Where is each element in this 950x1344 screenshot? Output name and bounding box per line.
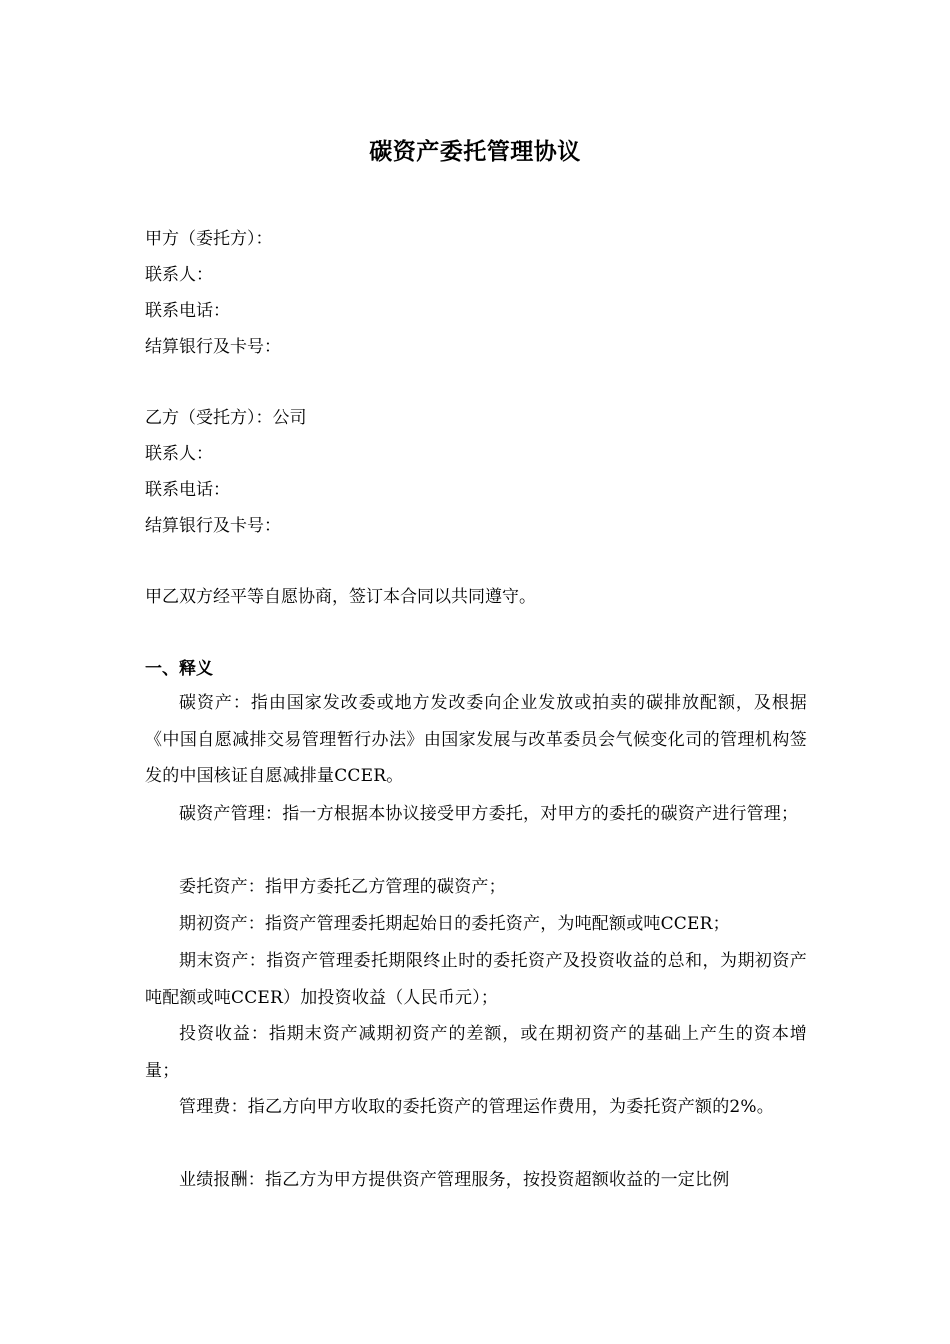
definition-performance-fee: 业绩报酬：指乙方为甲方提供资产管理服务，按投资超额收益的一定比例 [179, 1170, 730, 1190]
party-b-bank: 结算银行及卡号： [145, 516, 281, 536]
definition-investment-income: 投资收益：指期末资产减期初资产的差额，或在期初资产的基础上产生的资本增量； [145, 1024, 807, 1081]
definition-entrusted-asset: 委托资产：指甲方委托乙方管理的碳资产； [179, 877, 506, 897]
party-b-label: 乙方（受托方）：公司 [145, 408, 307, 428]
definition-carbon-asset: 碳资产：指由国家发改委或地方发改委向企业发放或拍卖的碳排放配额，及根据《中国自愿减排交易管理暂行办法》由国家发展与改革委员会气候变化司的管理机构签发的中国核证自愿减排量CCER。 [145, 693, 807, 786]
section-heading: 一、释义 [145, 659, 213, 679]
party-a-bank: 结算银行及卡号： [145, 337, 281, 357]
party-b-phone: 联系电话： [145, 480, 230, 500]
party-a-contact: 联系人： [145, 265, 213, 285]
agreement-statement: 甲乙双方经平等自愿协商，签订本合同以共同遵守。 [145, 587, 536, 607]
party-b-contact: 联系人： [145, 444, 213, 464]
party-a-phone: 联系电话： [145, 301, 230, 321]
document-title: 碳资产委托管理协议 [369, 139, 581, 165]
definition-initial-asset: 期初资产：指资产管理委托期起始日的委托资产，为吨配额或吨CCER； [179, 914, 730, 934]
definition-management-fee: 管理费：指乙方向甲方收取的委托资产的管理运作费用，为委托资产额的2%。 [179, 1097, 774, 1117]
definition-final-asset: 期末资产：指资产管理委托期限终止时的委托资产及投资收益的总和，为期初资产吨配额或吨CCER）加投资收益（人民币元）； [145, 951, 807, 1008]
party-a-label: 甲方（委托方）： [145, 229, 273, 249]
definition-carbon-asset-management: 碳资产管理：指一方根据本协议接受甲方委托，对甲方的委托的碳资产进行管理； [179, 804, 799, 824]
